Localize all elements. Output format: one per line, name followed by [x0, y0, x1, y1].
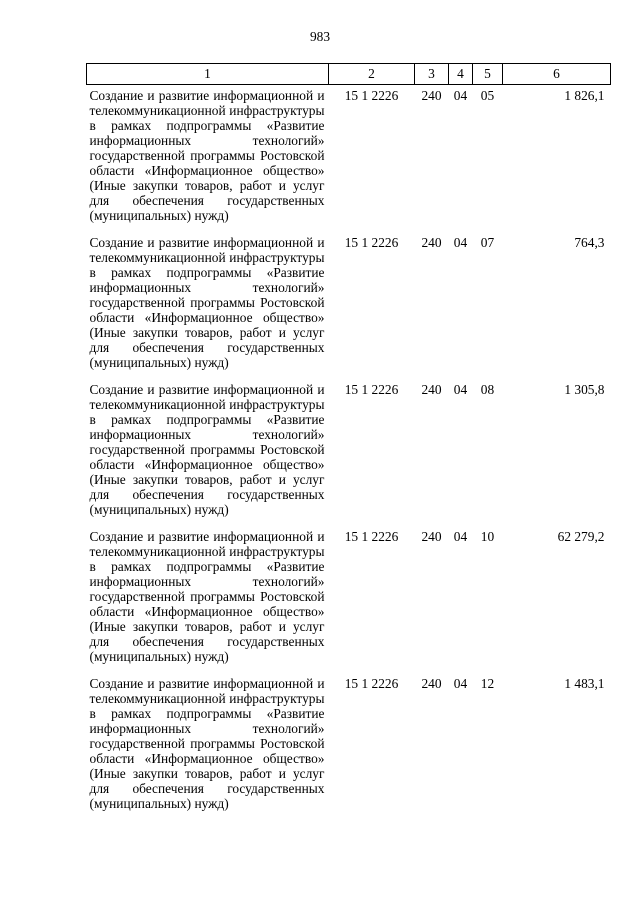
row-subsection: 08 [480, 382, 495, 397]
row-target-article: 15 1 2226 [344, 382, 399, 397]
table-row [87, 526, 611, 673]
column-header-4: 4 [449, 64, 473, 85]
column-header-2: 2 [329, 64, 415, 85]
row-description: Создание и развитие информационной и телекоммуникационной инфраструктуры в рамках подпрограммы «Развитие информационных технологий» государственной программы Ростовской области «Информационное общество» (Иные закупки товаров, работ и услуг для обеспечения государственных (муниципальных) нужд) [89, 88, 325, 223]
row-target-article: 15 1 2226 [344, 676, 399, 691]
row-description: Создание и развитие информационной и телекоммуникационной инфраструктуры в рамках подпрограммы «Развитие информационных технологий» государственной программы Ростовской области «Информационное общество» (Иные закупки товаров, работ и услуг для обеспечения государственных (муниципальных) нужд) [89, 529, 325, 664]
row-amount: 1 826,1 [564, 88, 605, 103]
row-section: 04 [453, 88, 468, 103]
column-header-5: 5 [473, 64, 503, 85]
row-section: 04 [453, 676, 468, 691]
table-row [87, 232, 611, 379]
row-expense-type: 240 [421, 88, 442, 103]
row-section: 04 [453, 235, 468, 250]
row-description: Создание и развитие информационной и телекоммуникационной инфраструктуры в рамках подпрограммы «Развитие информационных технологий» государственной программы Ростовской области «Информационное общество» (Иные закупки товаров, работ и услуг для обеспечения государственных (муниципальных) нужд) [89, 235, 325, 370]
row-subsection: 05 [480, 88, 495, 103]
row-section: 04 [453, 529, 468, 544]
table-row [87, 379, 611, 526]
row-section: 04 [453, 382, 468, 397]
row-target-article: 15 1 2226 [344, 88, 399, 103]
page-number: 983 [309, 29, 331, 44]
column-header-1: 1 [87, 64, 329, 85]
row-subsection: 07 [480, 235, 495, 250]
row-expense-type: 240 [421, 382, 442, 397]
row-description: Создание и развитие информационной и телекоммуникационной инфраструктуры в рамках подпрограммы «Развитие информационных технологий» государственной программы Ростовской области «Информационное общество» (Иные закупки товаров, работ и услуг для обеспечения государственных (муниципальных) нужд) [89, 676, 325, 811]
table-row [87, 85, 611, 233]
column-header-3: 3 [415, 64, 449, 85]
row-expense-type: 240 [421, 676, 442, 691]
row-expense-type: 240 [421, 235, 442, 250]
row-subsection: 12 [480, 676, 495, 691]
table-row [87, 673, 611, 820]
row-target-article: 15 1 2226 [344, 529, 399, 544]
row-description: Создание и развитие информационной и телекоммуникационной инфраструктуры в рамках подпрограммы «Развитие информационных технологий» государственной программы Ростовской области «Информационное общество» (Иные закупки товаров, работ и услуг для обеспечения государственных (муниципальных) нужд) [89, 382, 325, 517]
table-header-row [87, 64, 611, 85]
row-amount: 1 305,8 [564, 382, 605, 397]
column-header-6: 6 [503, 64, 611, 85]
row-amount: 764,3 [574, 235, 605, 250]
row-amount: 62 279,2 [557, 529, 605, 544]
row-expense-type: 240 [421, 529, 442, 544]
row-target-article: 15 1 2226 [344, 235, 399, 250]
row-subsection: 10 [480, 529, 495, 544]
row-amount: 1 483,1 [564, 676, 605, 691]
budget-table [86, 63, 611, 820]
